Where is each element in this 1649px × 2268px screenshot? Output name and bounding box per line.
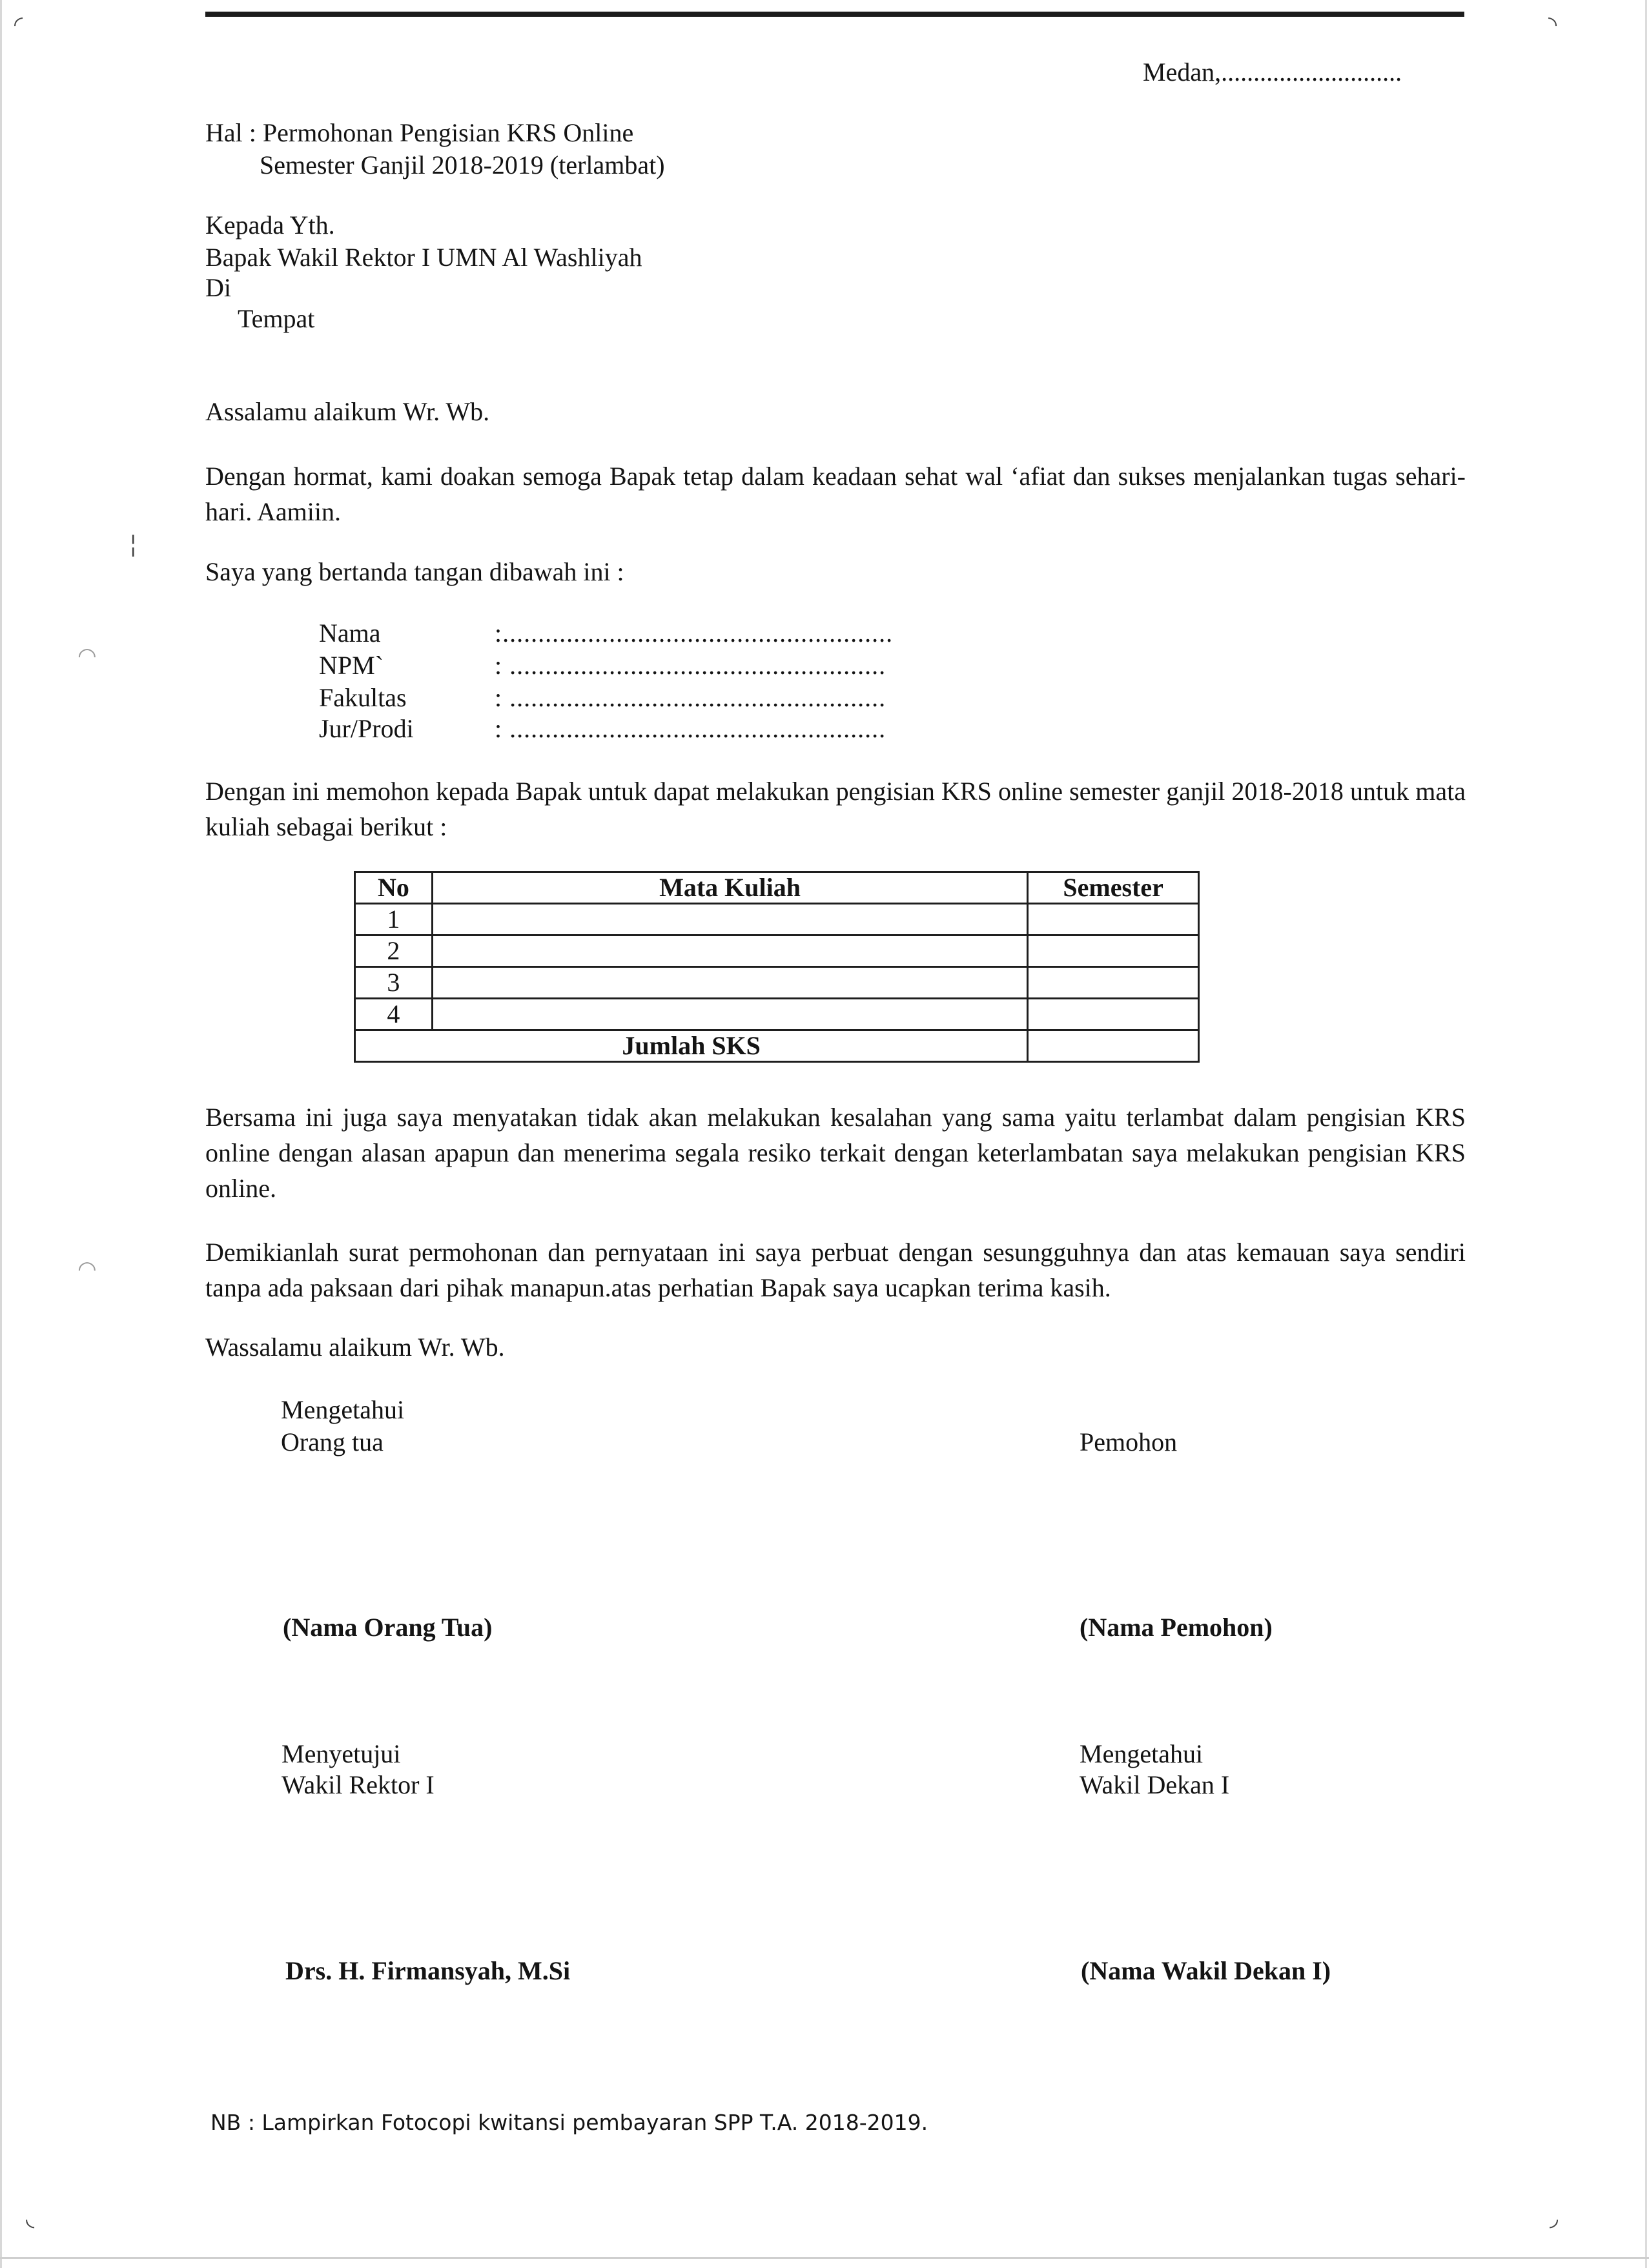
row-semester: [1028, 935, 1199, 967]
scan-mark: ╎: [127, 535, 140, 558]
row-number: 1: [355, 904, 433, 935]
header-rule: [205, 12, 1464, 17]
parent-sign-caption: Mengetahui: [281, 1395, 405, 1424]
parent-sign-role: Orang tua: [281, 1427, 384, 1456]
scan-mark: ◜: [14, 13, 23, 37]
intro-line: Saya yang bertanda tangan dibawah ini :: [205, 557, 624, 586]
row-course: [432, 999, 1028, 1030]
field-label-nama: Nama: [319, 618, 381, 648]
row-semester: [1028, 967, 1199, 999]
applicant-sign-role: Pemohon: [1080, 1427, 1178, 1456]
recipient-place: Tempat: [238, 304, 315, 333]
punch-hole-mark: ◠: [77, 644, 97, 668]
scan-edge-bottom: [0, 2257, 1649, 2259]
row-course: [432, 904, 1028, 935]
applicant-name: (Nama Pemohon): [1080, 1613, 1273, 1642]
request-paragraph: Dengan ini memohon kepada Bapak untuk dapat melakukan pengisian KRS online semester ganjil 2018-2018 untuk mata kuliah sebagai berikut :: [205, 777, 1466, 841]
table-row: [355, 904, 1199, 935]
recipient-name: Bapak Wakil Rektor I UMN Al Washliyah: [205, 243, 642, 272]
total-sks-label: Jumlah SKS: [355, 1030, 1028, 1062]
scan-mark: ◟: [26, 2207, 35, 2231]
table-row: [355, 935, 1199, 967]
scan-mark: ◝: [1548, 13, 1557, 37]
parent-name: (Nama Orang Tua): [283, 1613, 493, 1642]
greeting: Assalamu alaikum Wr. Wb.: [205, 397, 490, 426]
field-dots-fakultas: : .....................................................: [495, 683, 886, 712]
row-number: 2: [355, 935, 433, 967]
field-label-fakultas: Fakultas: [319, 683, 407, 712]
scan-edge-left: [0, 0, 2, 2268]
vice-dean-name: (Nama Wakil Dekan I): [1081, 1956, 1331, 1985]
field-label-prodi: Jur/Prodi: [319, 714, 414, 743]
attachment-note: NB : Lampirkan Fotocopi kwitansi pembayaran SPP T.A. 2018-2019.: [210, 2110, 928, 2135]
row-semester: [1028, 999, 1199, 1030]
vice-rector-sign-caption: Menyetujui: [282, 1739, 401, 1768]
course-table: [354, 871, 1200, 1063]
row-course: [432, 967, 1028, 999]
table-total-row: [355, 1030, 1199, 1062]
header-semester: Semester: [1028, 872, 1199, 904]
recipient-salutation: Kepada Yth.: [205, 210, 335, 240]
table-header-row: [355, 872, 1199, 904]
field-dots-nama: :.......................................................: [495, 618, 894, 648]
row-course: [432, 935, 1028, 967]
header-no: No: [355, 872, 433, 904]
subject-semester: Semester Ganjil 2018-2019 (terlambat): [260, 150, 665, 179]
scan-edge-right: [1645, 0, 1647, 2268]
field-dots-npm: : .....................................................: [495, 651, 886, 680]
recipient-di: Di: [205, 273, 231, 302]
table-row: [355, 967, 1199, 999]
vice-dean-sign-role: Wakil Dekan I: [1080, 1770, 1230, 1799]
field-dots-prodi: : .....................................................: [495, 714, 886, 743]
table-row: [355, 999, 1199, 1030]
vice-rector-name: Drs. H. Firmansyah, M.Si: [285, 1956, 571, 1985]
vice-rector-sign-role: Wakil Rektor I: [282, 1770, 435, 1799]
field-label-npm: NPM`: [319, 651, 384, 680]
row-number: 3: [355, 967, 433, 999]
subject-line: Hal : Permohonan Pengisian KRS Online: [205, 118, 634, 147]
place-date: Medan,............................: [1143, 57, 1402, 87]
scan-mark: ◞: [1550, 2207, 1559, 2231]
total-sks-value: [1028, 1030, 1199, 1062]
row-semester: [1028, 904, 1199, 935]
closing-paragraph: Demikianlah surat permohonan dan pernyataan ini saya perbuat dengan sesungguhnya dan atas kemauan saya sendiri tanpa ada paksaan dari pihak manapun.atas perhatian Bapak saya ucapkan terima kasih.: [205, 1238, 1466, 1302]
punch-hole-mark: ◠: [77, 1258, 97, 1282]
statement-paragraph: Bersama ini juga saya menyatakan tidak akan melakukan kesalahan yang sama yaitu terlambat dalam pengisian KRS online dengan alasan apapun dan menerima segala resiko terkait dengan keterlambatan saya melakukan pengisian KRS online.: [205, 1103, 1466, 1203]
row-number: 4: [355, 999, 433, 1030]
header-course: Mata Kuliah: [432, 872, 1028, 904]
farewell: Wassalamu alaikum Wr. Wb.: [205, 1333, 505, 1362]
vice-dean-sign-caption: Mengetahui: [1080, 1739, 1203, 1768]
opening-paragraph: Dengan hormat, kami doakan semoga Bapak tetap dalam keadaan sehat wal ‘afiat dan sukses menjalankan tugas sehari-hari. Aamiin.: [205, 462, 1466, 526]
